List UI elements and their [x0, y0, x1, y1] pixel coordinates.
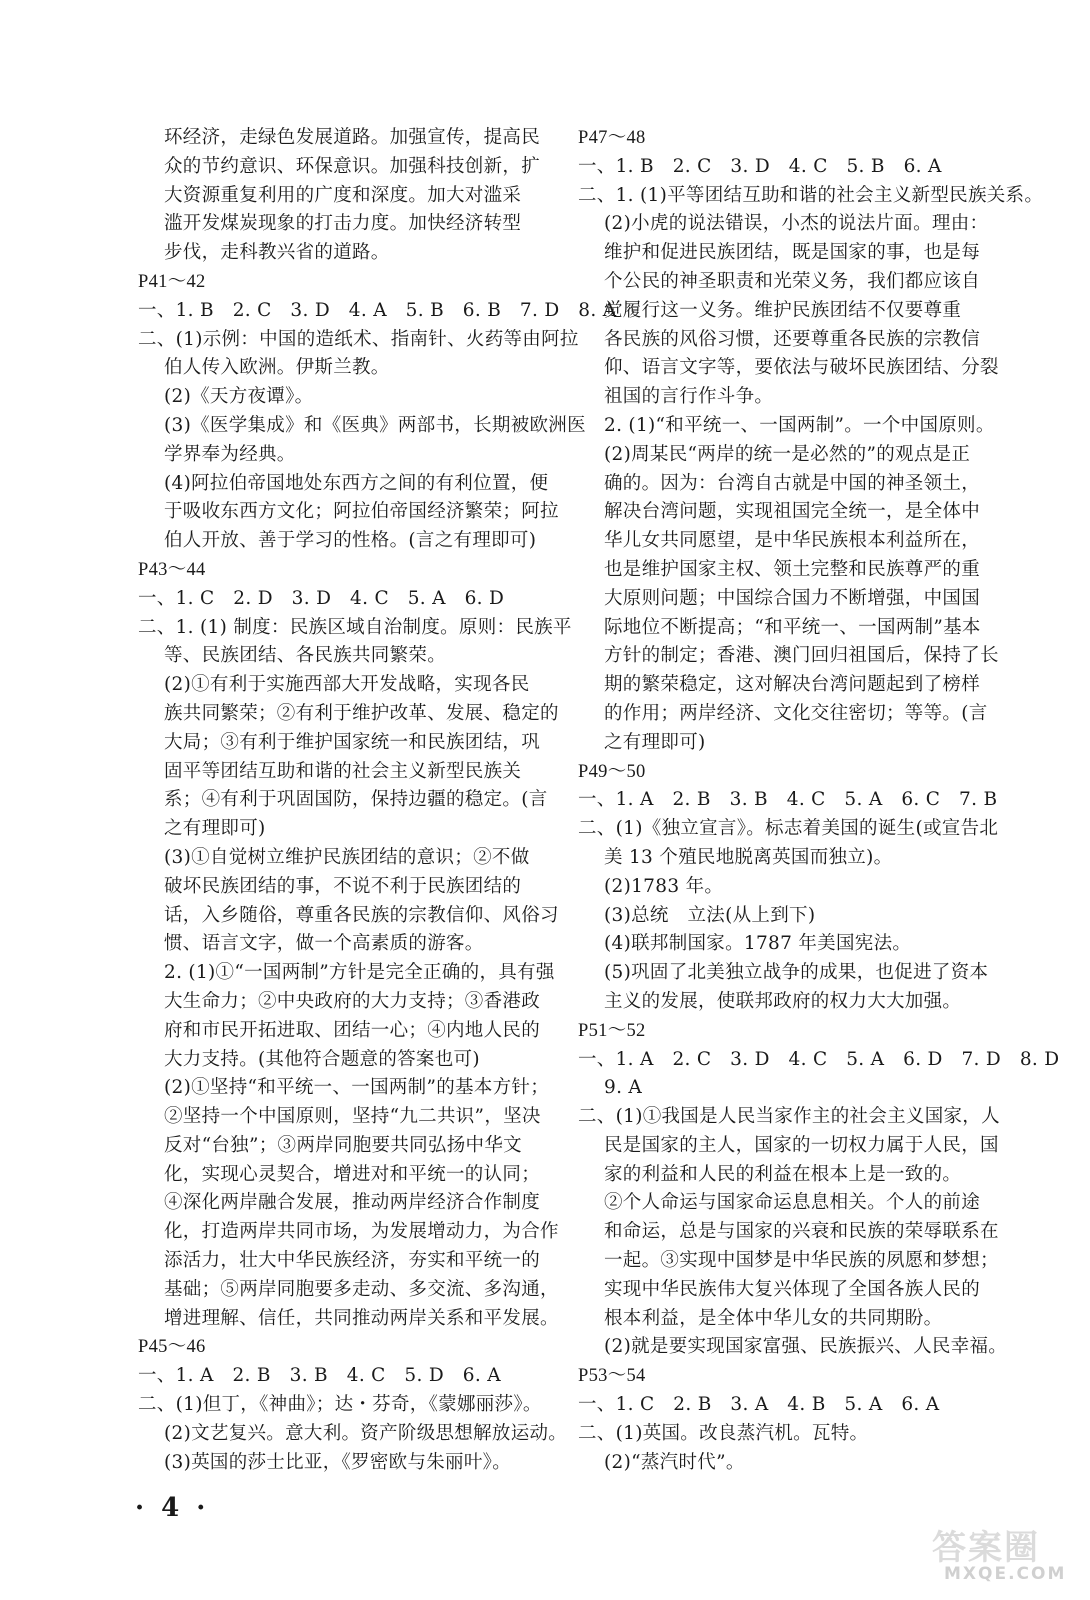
page-number: · 4 · [135, 1493, 210, 1523]
text-line: (3)总统 立法(从上到下) [604, 904, 816, 926]
section-heading: P45～46 [138, 1337, 206, 1358]
section-heading: P41～42 [138, 271, 206, 292]
text-line: 等、民族团结、各民族共同繁荣。 [164, 645, 447, 667]
text-line: 二、(1)①我国是人民当家作主的社会主义国家，人 [578, 1106, 1000, 1128]
text-line: 二、(1)示例：中国的造纸术、指南针、火药等由阿拉 [138, 328, 579, 350]
text-line: (3)英国的莎士比亚，《罗密欧与朱丽叶》。 [164, 1451, 512, 1473]
text-line: ②个人命运与国家命运息息相关。个人的前途 [604, 1192, 981, 1214]
text-line: 基础；⑤两岸同胞要多走动、多交流、多沟通， [164, 1278, 559, 1300]
text-line: (2)“蒸汽时代”。 [604, 1451, 745, 1473]
text-line: 二、1. (1)平等团结互助和谐的社会主义新型民族关系。 [578, 184, 1044, 206]
text-line: 步伐，走科教兴省的道路。 [164, 242, 390, 264]
watermark-logo [872, 1518, 1072, 1588]
text-line: 于吸收东西方文化；阿拉伯帝国经济繁荣；阿拉 [164, 501, 559, 523]
text-line: 化，打造两岸共同市场，为发展增动力，为合作 [164, 1221, 559, 1243]
text-line: 也是维护国家主权、领土完整和民族尊严的重 [604, 558, 981, 580]
text-line: 一、1. C 2. D 3. D 4. C 5. A 6. D [138, 587, 505, 609]
text-line: 方针的制定；香港、澳门回归祖国后，保持了长 [604, 645, 999, 667]
text-line: 一、1. A 2. B 3. B 4. C 5. D 6. A [138, 1365, 501, 1387]
text-line: 二、(1)英国。改良蒸汽机。瓦特。 [578, 1422, 869, 1444]
text-line: 个公民的神圣职责和光荣义务，我们都应该自 [604, 270, 981, 292]
text-line: 美 13 个殖民地脱离英国而独立)。 [604, 846, 893, 868]
text-line: 和命运，总是与国家的兴衰和民族的荣辱联系在 [604, 1221, 999, 1243]
text-line: 各民族的风俗习惯，还要尊重各民族的宗教信 [604, 328, 981, 350]
text-line: (5)巩固了北美独立战争的成果，也促进了资本 [604, 962, 989, 984]
text-line: 祖国的言行作斗争。 [604, 386, 774, 408]
text-line: 一、1. C 2. B 3. A 4. B 5. A 6. A [578, 1394, 940, 1416]
section-heading: P49～50 [578, 761, 646, 782]
text-line: 家的利益和人民的利益在根本上是一致的。 [604, 1163, 962, 1185]
text-line: 实现中华民族伟大复兴体现了全国各族人民的 [604, 1278, 981, 1300]
text-line: 一起。③实现中国梦是中华民族的夙愿和梦想； [604, 1250, 999, 1272]
text-line: (2)小虎的说法错误，小杰的说法片面。理由： [604, 213, 989, 235]
text-line: 大局；③有利于维护国家统一和民族团结，巩 [164, 731, 541, 753]
text-line: 之有理即可) [164, 818, 266, 840]
text-line: 根本利益，是全体中华儿女的共同期盼。 [604, 1307, 943, 1329]
text-line: 二、(1)《独立宣言》。标志着美国的诞生(或宣告北 [578, 818, 999, 840]
text-line: 2. (1)①“一国两制”方针是完全正确的，具有强 [164, 962, 555, 984]
section-heading: P43～44 [138, 559, 206, 580]
text-line: 一、1. A 2. C 3. D 4. C 5. A 6. D 7. D 8. D [578, 1048, 1060, 1070]
text-line: (4)阿拉伯帝国地处东西方之间的有利位置，便 [164, 472, 549, 494]
text-line: 府和市民开拓进取、团结一心；④内地人民的 [164, 1019, 541, 1041]
text-line: 一、1. B 2. C 3. D 4. A 5. B 6. B 7. D 8. A [138, 299, 617, 321]
text-line: (2)1783 年。 [604, 875, 724, 897]
text-line: 9. A [604, 1077, 643, 1099]
text-line: 主义的发展，使联邦政府的权力大大加强。 [604, 990, 962, 1012]
text-line: 惯、语言文字，做一个高素质的游客。 [164, 933, 484, 955]
text-line: 伯人传入欧洲。伊斯兰教。 [164, 357, 390, 379]
text-line: 际地位不断提高；“和平统一、一国两制”基本 [604, 616, 981, 638]
text-line: 大资源重复利用的广度和深度。加大对滥采 [164, 184, 522, 206]
text-line: 话，入乡随俗，尊重各民族的宗教信仰、风俗习 [164, 904, 559, 926]
text-line: 一、1. A 2. B 3. B 4. C 5. A 6. C 7. B [578, 789, 998, 811]
text-line: 环经济，走绿色发展道路。加强宣传，提高民 [164, 127, 541, 148]
text-line: 解决台湾问题，实现祖国完全统一，是全体中 [604, 501, 981, 523]
text-line: 仰、语言文字等，要依法与破坏民族团结、分裂 [604, 357, 999, 379]
text-line: 固平等团结互助和谐的社会主义新型民族关 [164, 760, 522, 782]
text-line: 化，实现心灵契合，增进对和平统一的认同； [164, 1163, 541, 1185]
text-line: (2)《天方夜谭》。 [164, 386, 314, 408]
text-line: 添活力，壮大中华民族经济，夯实和平统一的 [164, 1250, 541, 1272]
text-line: 觉履行这一义务。维护民族团结不仅要尊重 [604, 299, 962, 321]
text-line: (4)联邦制国家。1787 年美国宪法。 [604, 933, 912, 955]
text-line: 大力支持。(其他符合题意的答案也可) [164, 1048, 480, 1070]
text-line: 大原则问题；中国综合国力不断增强，中国国 [604, 587, 981, 609]
text-line: (2)周某民“两岸的统一是必然的”的观点是正 [604, 443, 971, 465]
text-line: ④深化两岸融合发展，推动两岸经济合作制度 [164, 1192, 541, 1214]
watermark-logo-text: 答案圈 [932, 1528, 1040, 1568]
text-line: (2)就是要实现国家富强、民族振兴、人民幸福。 [604, 1336, 1008, 1358]
text-line: 维护和促进民族团结，既是国家的事，也是每 [604, 242, 981, 264]
text-line: (3)《医学集成》和《医典》两部书，长期被欧洲医 [164, 414, 586, 436]
text-line: 确的。因为：台湾自古就是中国的神圣领土， [604, 472, 981, 494]
text-line: 2. (1)“和平统一、一国两制”。一个中国原则。 [604, 414, 995, 436]
text-line: (2)①有利于实施西部大开发战略，实现各民 [164, 674, 530, 696]
text-line: 的作用；两岸经济、文化交往密切；等等。(言 [604, 702, 988, 724]
text-line: 伯人开放、善于学习的性格。(言之有理即可) [164, 530, 537, 552]
text-line: 众的节约意识、环保意识。加强科技创新，扩 [164, 155, 541, 177]
text-line: 族共同繁荣；②有利于维护改革、发展、稳定的 [164, 702, 559, 724]
text-line: 大生命力；②中央政府的大力支持；③香港政 [164, 990, 541, 1012]
text-line: (3)①自觉树立维护民族团结的意识；②不做 [164, 846, 530, 868]
right-column [578, 124, 1060, 1477]
text-line: 华儿女共同愿望，是中华民族根本利益所在， [604, 530, 981, 552]
text-line: 学界奉为经典。 [164, 443, 296, 465]
text-line: 一、1. B 2. C 3. D 4. C 5. B 6. A [578, 155, 942, 177]
text-line: 破坏民族团结的事，不说不利于民族团结的 [164, 875, 522, 897]
text-line: 滥开发煤炭现象的打击力度。加快经济转型 [164, 213, 522, 235]
text-line: (2)文艺复兴。意大利。资产阶级思想解放运动。 [164, 1422, 568, 1444]
text-line: 二、(1)但丁，《神曲》；达・芬奇，《蒙娜丽莎》。 [138, 1394, 542, 1416]
text-line: 二、1. (1) 制度：民族区域自治制度。原则：民族平 [138, 616, 572, 638]
section-heading: P51～52 [578, 1020, 646, 1041]
text-line: 反对“台独”；③两岸同胞要共同弘扬中华文 [164, 1134, 522, 1156]
section-heading: P47～48 [578, 128, 646, 148]
section-heading: P53～54 [578, 1366, 646, 1387]
text-line: 民是国家的主人，国家的一切权力属于人民，国 [604, 1134, 999, 1156]
text-line: 之有理即可) [604, 731, 706, 753]
text-line: ②坚持一个中国原则，坚持“九二共识”，坚决 [164, 1106, 541, 1128]
text-line: (2)①坚持“和平统一、一国两制”的基本方针； [164, 1077, 550, 1099]
watermark-domain: MXQE.COM [944, 1564, 1067, 1584]
text-line: 系；④有利于巩固国防，保持边疆的稳定。(言 [164, 789, 548, 811]
text-line: 增进理解、信任，共同推动两岸关系和平发展。 [164, 1307, 559, 1329]
text-line: 期的繁荣稳定，这对解决台湾问题起到了榜样 [604, 674, 981, 696]
